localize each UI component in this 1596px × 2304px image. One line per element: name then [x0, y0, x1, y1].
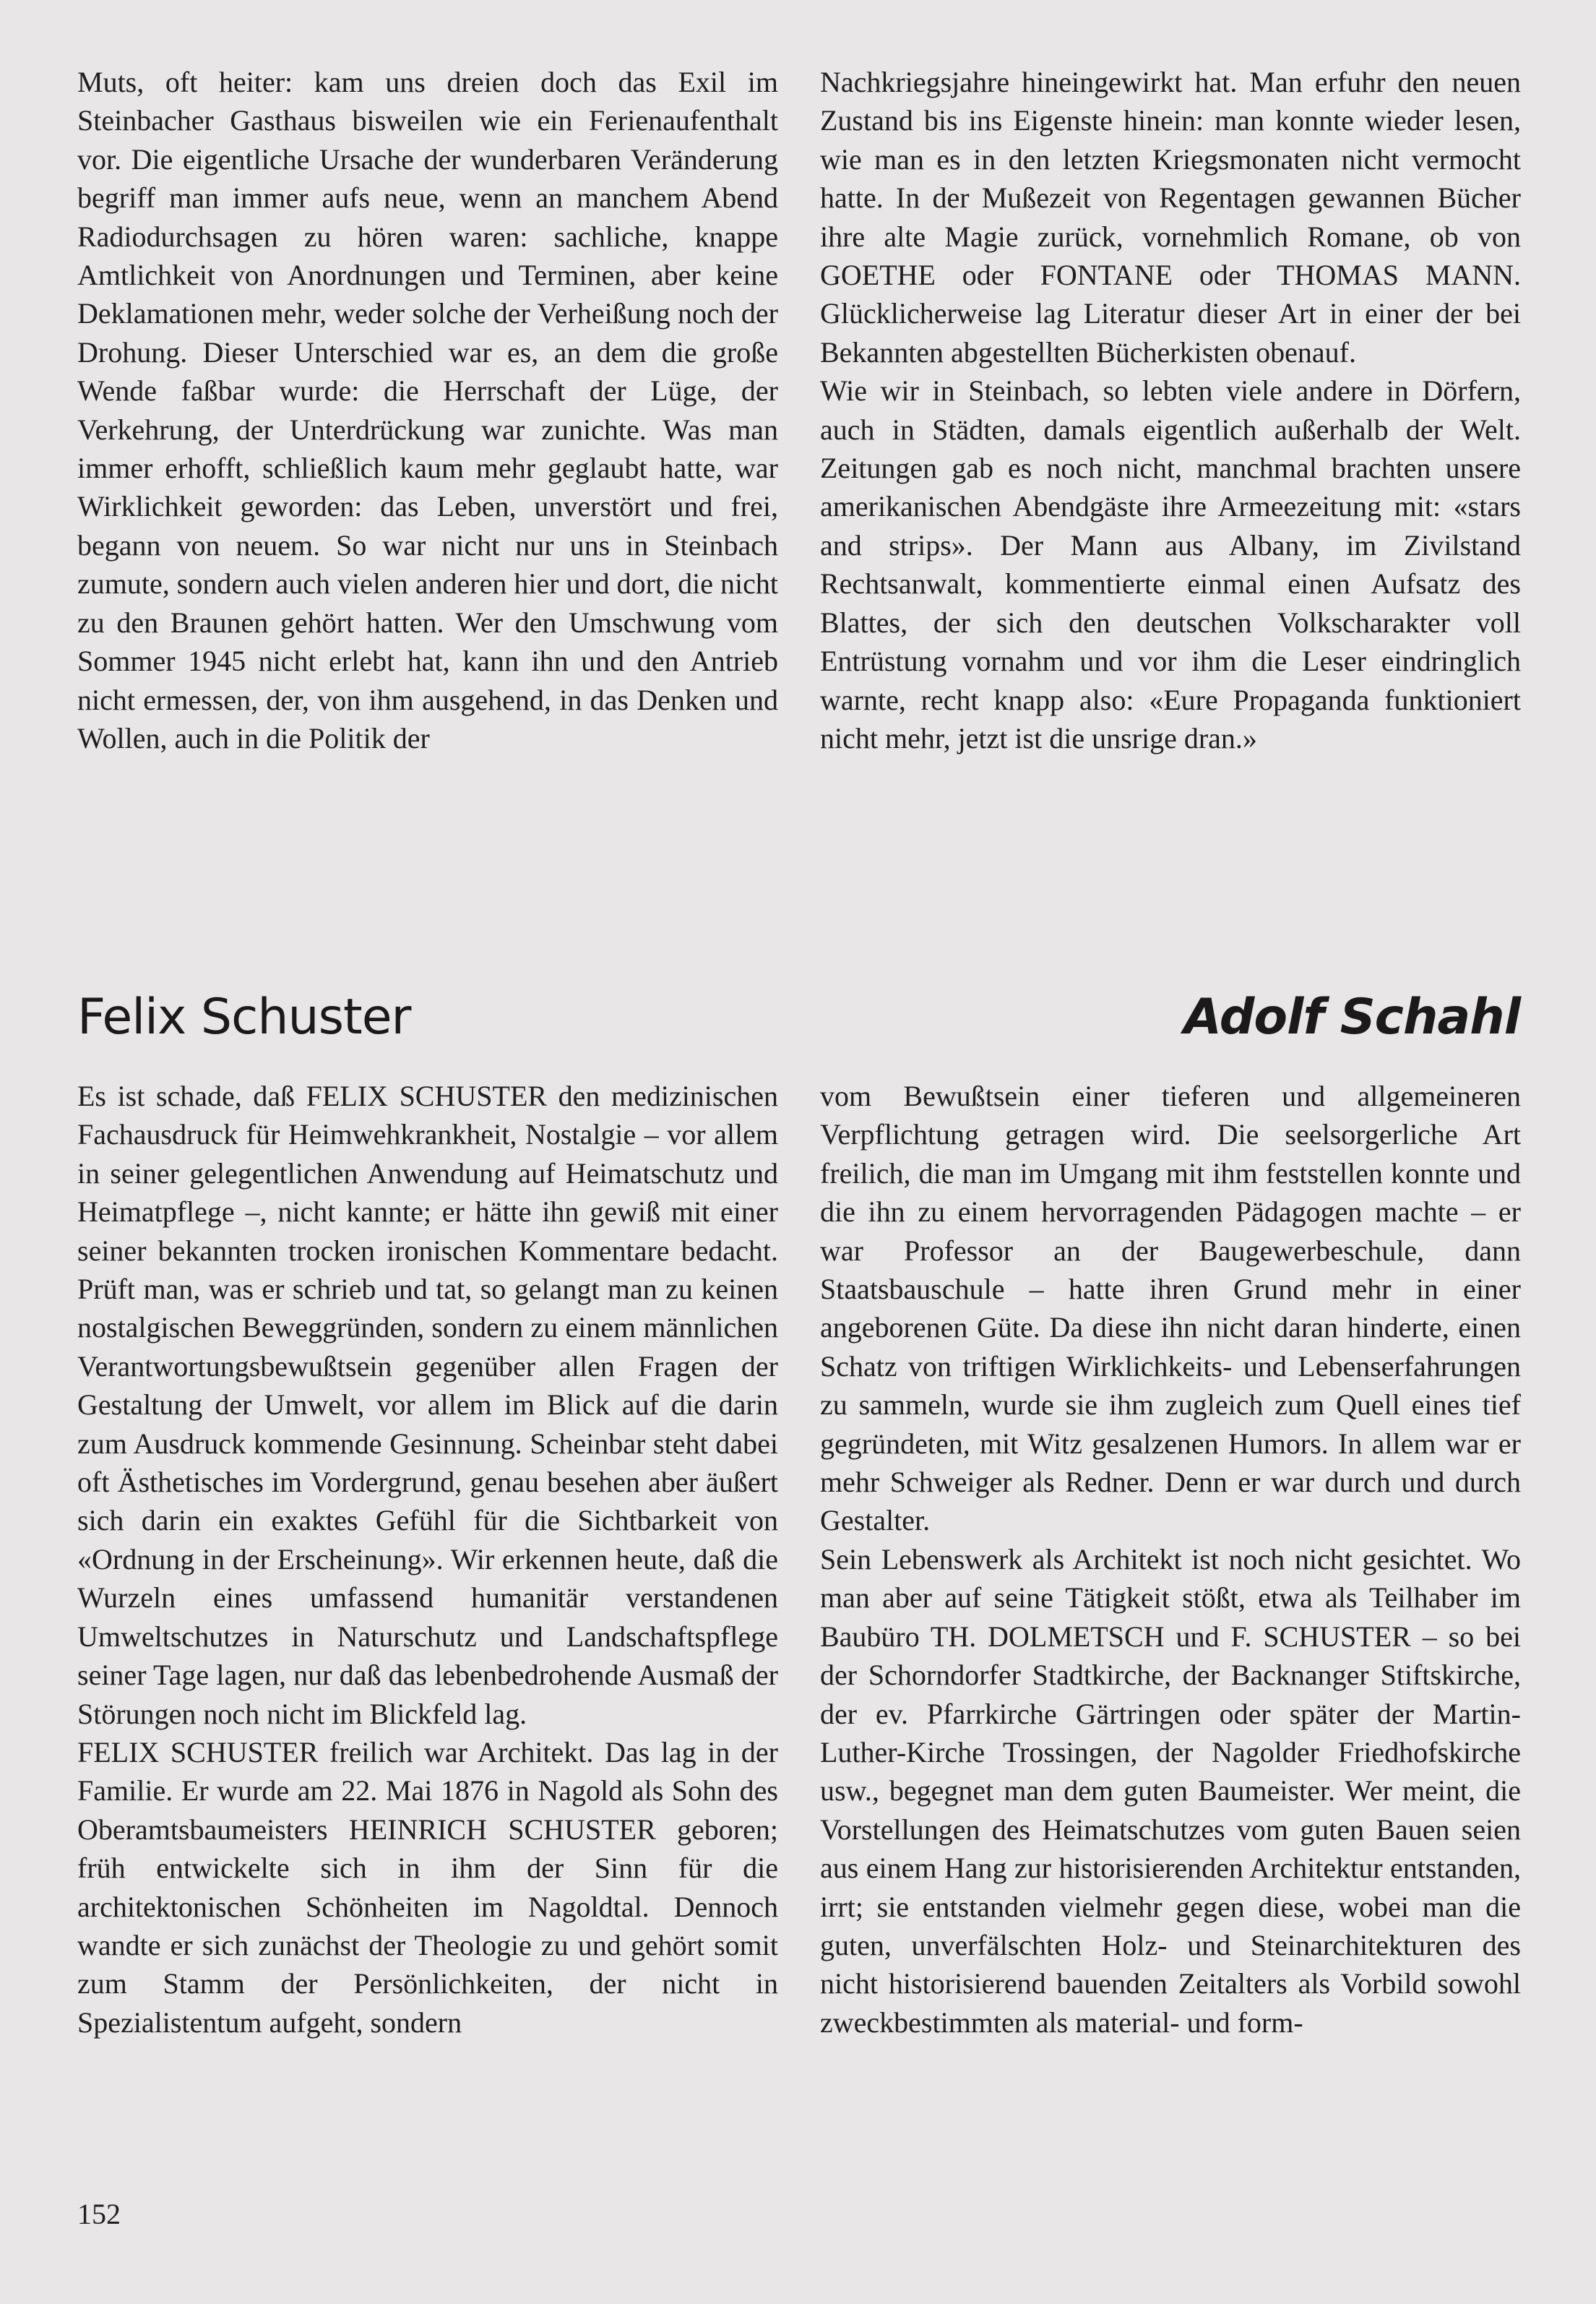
paragraph: vom Bewußtsein einer tieferen und allgemeineren Verpflichtung getragen wird. Die seelsorgerliche Art freilich, die man im Umgang mit ihm feststellen konnte und die ihn zu einem hervorragenden Pädagogen machte – er war Professor an der Baugewerbeschule, dann Staatsbauschule – hatte ihren Grund mehr in einer angeborenen Güte. Da diese ihn nicht daran hinderte, einen Schatz von triftigen Wirklichkeits- und Lebenserfahrungen zu sammeln, wurde sie ihm zugleich zum Quell eines tief gegründeten, mit Witz gesalzenen Humors. In allem war er mehr Schweiger als Redner. Denn er war durch und durch Gestalter.	[820, 1080, 1521, 1537]
article-author: Adolf Schahl	[1183, 989, 1520, 1046]
paragraph: Wie wir in Steinbach, so lebten viele andere in Dörfern, auch in Städten, damals eigentlich außerhalb der Welt. Zeitungen gab es noch nicht, manchmal brachten unsere amerikanischen Abendgäste ihre Armeezeitung mit: «stars and strips». Der Mann aus Albany, im Zivilstand Rechtsanwalt, kommentierte einmal einen Aufsatz des Blattes, der sich den deutschen Volkscharakter voll Entrüstung vornahm und vor ihm die Leser eindringlich warnte, recht knapp also: «Eure Propaganda funktioniert nicht mehr, jetzt ist die unsrige dran.»	[820, 374, 1521, 755]
article-right-column	[820, 1077, 1521, 2042]
paragraph: Muts, oft heiter: kam uns dreien doch das Exil im Steinbacher Gasthaus bisweilen wie ein Ferienaufenthalt vor. Die eigentliche Ursache der wunderbaren Veränderung begriff man immer aufs neue, wenn an manchem Abend Radiodurchsagen zu hören waren: sachliche, knappe Amtlichkeit von Anordnungen und Terminen, aber keine Deklamationen mehr, weder solche der Verheißung noch der Drohung. Dieser Unterschied war es, an dem die große Wende faßbar wurde: die Herrschaft der Lüge, der Verkehrung, der Unterdrückung war zunichte. Was man immer erhofft, schließlich kaum mehr geglaubt hatte, war Wirklichkeit geworden: das Leben, unverstört und frei, begann von neuem. So war nicht nur uns in Steinbach zumute, sondern auch vielen anderen hier und dort, die nicht zu den Braunen gehört hatten. Wer den Umschwung vom Sommer 1945 nicht erlebt hat, kann ihn und den Antrieb nicht ermessen, der, von ihm ausgehend, in das Denken und Wollen, auch in die Politik der	[77, 66, 778, 755]
page-number: 152	[77, 2198, 121, 2230]
paragraph: Sein Lebenswerk als Architekt ist noch nicht gesichtet. Wo man aber auf seine Tätigkeit stößt, etwa als Teilhaber im Baubüro TH. DOLMETSCH und F. SCHUSTER – so bei der Schorndorfer Stadtkirche, der Backnanger Stiftskirche, der ev. Pfarrkirche Gärtringen oder später der Martin-Luther-Kirche Trossingen, der Nagolder Friedhofskirche usw., begegnet man dem guten Baumeister. Wer meint, die Vorstellungen des Heimatschutzes vom guten Bauen seien aus einem Hang zur historisierenden Architektur entstanden, irrt; sie entstanden vielmehr gegen diese, wobei man die guten, unverfälschten Holz- und Steinarchitekturen des nicht historisierend bauenden Zeitalters als Vorbild sowohl zweckbestimmten als material- und form-	[820, 1542, 1521, 2039]
paragraph: FELIX SCHUSTER freilich war Architekt. Das lag in der Familie. Er wurde am 22. Mai 1876 in Nagold als Sohn des Oberamtsbaumeisters HEINRICH SCHUSTER geboren; früh entwickelte sich in ihm der Sinn für die architektonischen Schönheiten im Nagoldtal. Dennoch wandte er sich zunächst der Theologie zu und gehört somit zum Stamm der Persönlichkeiten, der nicht in Spezialistentum aufgeht, sondern	[77, 1735, 778, 2039]
article-title: Felix Schuster	[77, 989, 411, 1046]
previous-article-left-column	[77, 63, 778, 757]
paragraph: Nachkriegsjahre hineingewirkt hat. Man erfuhr den neuen Zustand bis ins Eigenste hinein: man konnte wieder lesen, wie man es in den letzten Kriegsmonaten nicht vermocht hatte. In der Mußezeit von Regentagen gewannen Bücher ihre alte Magie zurück, vornehmlich Romane, ob von GOETHE oder FONTANE oder THOMAS MANN. Glücklicherweise lag Literatur dieser Art in einer der bei Bekannten abgestellten Bücherkisten obenauf.	[820, 66, 1521, 369]
previous-article-right-column	[820, 63, 1521, 757]
paragraph: Es ist schade, daß FELIX SCHUSTER den medizinischen Fachausdruck für Heimwehkrankheit, Nostalgie – vor allem in seiner gelegentlichen Anwendung auf Heimatschutz und Heimatpflege –, nicht kannte; er hätte ihn gewiß mit einer seiner bekannten trocken ironischen Kommentare bedacht. Prüft man, was er schrieb und tat, so gelangt man zu keinen nostalgischen Beweggründen, sondern zu einem männlichen Verantwortungsbewußtsein gegenüber allen Fragen der Gestaltung der Umwelt, vor allem im Blick auf die darin zum Ausdruck kommende Gesinnung. Scheinbar steht dabei oft Ästhetisches im Vordergrund, genau besehen aber äußert sich darin ein exaktes Gefühl für die Sichtbarkeit von «Ordnung in der Erscheinung». Wir erkennen heute, daß die Wurzeln eines umfassend humanitär verstandenen Umweltschutzes in Naturschutz und Landschaftspflege seiner Tage lagen, nur daß das lebenbedrohende Ausmaß der Störungen noch nicht im Blickfeld lag.	[77, 1080, 778, 1730]
article-left-column	[77, 1077, 778, 2042]
